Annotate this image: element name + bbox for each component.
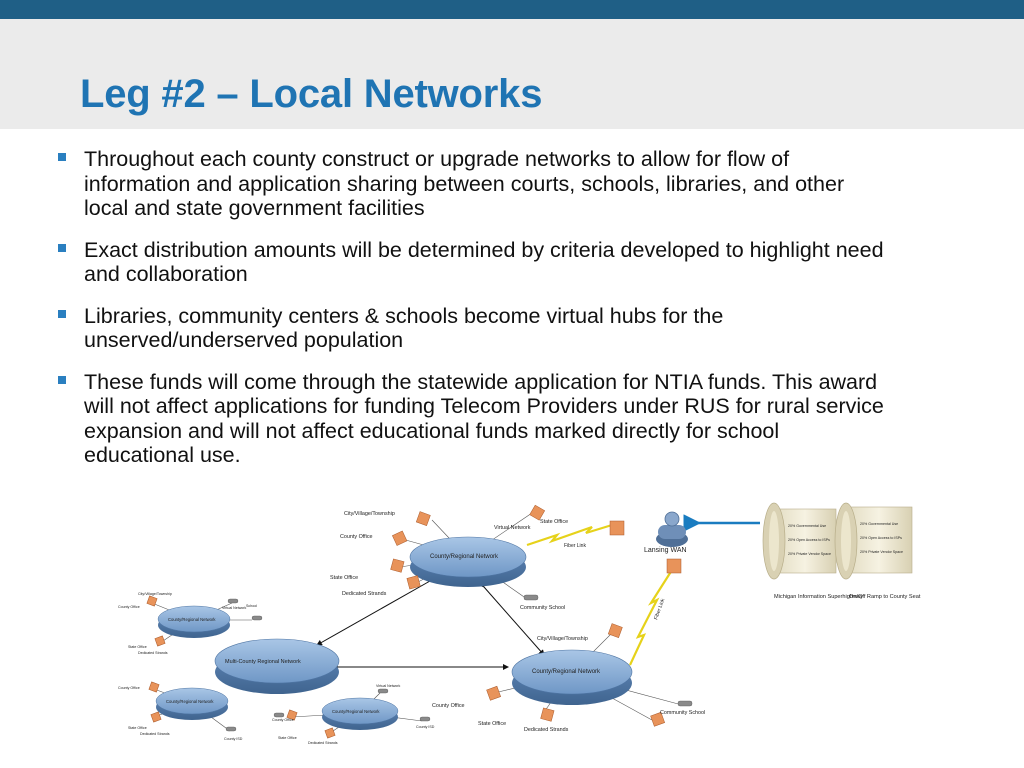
node-label: Dedicated Strands (140, 732, 170, 736)
bullet-text: Throughout each county construct or upgrade networks to allow for flow of information and application sharing between courts, schools, libraries, and other local and state government facilities (84, 147, 845, 220)
network-disc-multi (215, 639, 339, 694)
network-label: Multi-County Regional Network (225, 659, 301, 665)
node-label: State Office (128, 645, 147, 649)
node-label: Dedicated Strands (342, 591, 387, 597)
node-label: City/Village/Township (537, 636, 588, 642)
node-label: County Office (118, 605, 140, 609)
node-label: County ISD (224, 737, 243, 741)
top-accent-bar (0, 0, 1024, 19)
network-label: County/Regional Network (532, 669, 601, 675)
scroll-line: 20% Private Vendor Space (788, 552, 831, 556)
node-label: Dedicated Strands (524, 727, 569, 733)
bullet-text: These funds will come through the statewide application for NTIA funds. This award will not affect applications for funding Telecom Providers under RUS for rural service expansion and will not affect educational funds marked directly for school educational use. (84, 369, 884, 467)
fiber-link-bolt (630, 570, 672, 665)
lansing-wan-label: Lansing WAN (644, 547, 687, 554)
node-label: State Office (478, 721, 507, 727)
node-label: Dedicated Strands (308, 741, 338, 745)
network-disc-top (410, 537, 526, 587)
bullet-square-icon (58, 244, 66, 252)
scroll-caption: Michigan Information Superhighway (774, 594, 863, 600)
slide-title: Leg #2 – Local Networks (80, 72, 543, 116)
node-label: Virtual Network (494, 525, 531, 531)
network-disc-left-top (158, 606, 230, 638)
node-label: Community School (520, 605, 566, 611)
bullet-square-icon (58, 153, 66, 161)
node-label: County Office (340, 534, 373, 540)
node-label: Community School (660, 710, 706, 716)
node-label: State Office (278, 736, 297, 740)
bullet-item (58, 370, 888, 468)
node-label: Virtual Network (376, 684, 401, 688)
network-label: County/Regional Network (168, 617, 216, 622)
fiber-link-label: Fiber Link (653, 598, 667, 621)
lansing-wan-icon (656, 512, 688, 547)
node-label: Virtual Network (222, 606, 247, 610)
node-label: City/Village/Township (344, 511, 395, 517)
bullet-item (58, 304, 888, 353)
node-label: County Office (272, 718, 294, 722)
node-label: School (246, 604, 257, 608)
bullet-square-icon (58, 376, 66, 384)
fiber-link-label: Fiber Link (564, 543, 586, 549)
node-label: County ISD (416, 725, 435, 729)
network-diagram (112, 495, 924, 751)
bullet-text: Exact distribution amounts will be determined by criteria developed to highlight need and collaboration (84, 237, 884, 286)
node-label: State Office (540, 519, 569, 525)
node-label: County Office (118, 686, 140, 690)
node-label: City/Village/Township (138, 592, 172, 596)
network-label: County/Regional Network (166, 699, 214, 704)
scroll-line: 20% Governmental Use (860, 522, 899, 526)
superhighway-scroll (763, 503, 836, 579)
scroll-caption: On/Off Ramp to County Seat (849, 594, 921, 600)
bullet-item (58, 238, 888, 287)
scroll-line: 20% Private Vendor Space (860, 550, 903, 554)
network-disc-left-bottom (156, 688, 228, 720)
scroll-line: 20% Open Access to ISPs (788, 538, 830, 542)
bullet-item (58, 147, 888, 221)
node-label: County Office (432, 703, 465, 709)
node-label: Dedicated Strands (138, 651, 168, 655)
network-diagram-svg (112, 495, 924, 751)
bullet-text: Libraries, community centers & schools become virtual hubs for the unserved/underserved population (84, 303, 724, 352)
network-label: County/Regional Network (430, 554, 499, 560)
scroll-line: 20% Governmental Use (788, 524, 827, 528)
node-label: State Office (128, 726, 147, 730)
node-label: State Office (330, 575, 359, 581)
scroll-line: 20% Open Access to ISPs (860, 536, 902, 540)
network-label: County/Regional Network (332, 709, 380, 714)
network-disc-bottom-center (322, 698, 398, 730)
network-disc-right (512, 650, 632, 705)
ramp-scroll (835, 503, 912, 579)
fiber-link-bolt (527, 525, 612, 545)
bullet-list (58, 147, 888, 485)
bullet-square-icon (58, 310, 66, 318)
